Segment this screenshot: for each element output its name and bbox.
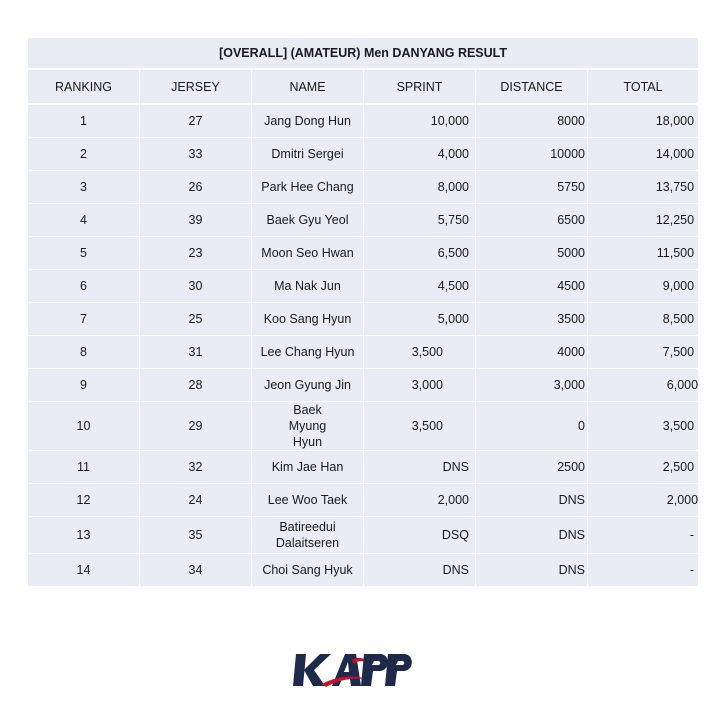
cell-total: 3,500 bbox=[588, 401, 699, 450]
cell-name: Lee Chang Hyun bbox=[252, 335, 364, 368]
cell-name: Lee Woo Taek bbox=[252, 483, 364, 516]
cell-distance: DNS bbox=[476, 553, 588, 586]
cell-name: Koo Sang Hyun bbox=[252, 302, 364, 335]
cell-name: Batireedui Dalaitseren bbox=[252, 516, 364, 553]
cell-jersey: 31 bbox=[140, 335, 252, 368]
cell-distance: 5000 bbox=[476, 236, 588, 269]
cell-jersey: 35 bbox=[140, 516, 252, 553]
table-row bbox=[28, 516, 699, 553]
cell-total: 9,000 bbox=[588, 269, 699, 302]
table-row bbox=[28, 236, 699, 269]
cell-name: Baek Myung Hyun bbox=[252, 401, 364, 450]
cell-name: Choi Sang Hyuk bbox=[252, 553, 364, 586]
table-row bbox=[28, 401, 699, 450]
cell-name: Baek Gyu Yeol bbox=[252, 203, 364, 236]
cell-ranking: 8 bbox=[28, 335, 140, 368]
table-title: [OVERALL] (AMATEUR) Men DANYANG RESULT bbox=[28, 38, 699, 69]
cell-ranking: 1 bbox=[28, 104, 140, 137]
cell-distance: 2500 bbox=[476, 450, 588, 483]
cell-jersey: 24 bbox=[140, 483, 252, 516]
cell-total: 13,750 bbox=[588, 170, 699, 203]
header-name: NAME bbox=[252, 69, 364, 104]
cell-distance: 5750 bbox=[476, 170, 588, 203]
cell-jersey: 25 bbox=[140, 302, 252, 335]
cell-distance: DNS bbox=[476, 516, 588, 553]
cell-sprint: 6,500 bbox=[364, 236, 476, 269]
cell-distance: DNS bbox=[476, 483, 588, 516]
cell-total: 2,500 bbox=[588, 450, 699, 483]
cell-distance: 10000 bbox=[476, 137, 588, 170]
cell-sprint: 4,500 bbox=[364, 269, 476, 302]
cell-sprint: 3,000 bbox=[364, 368, 476, 401]
cell-jersey: 32 bbox=[140, 450, 252, 483]
cell-jersey: 23 bbox=[140, 236, 252, 269]
cell-sprint: 10,000 bbox=[364, 104, 476, 137]
cell-sprint: DNS bbox=[364, 553, 476, 586]
cell-ranking: 14 bbox=[28, 553, 140, 586]
cell-sprint: 3,500 bbox=[364, 401, 476, 450]
table-row bbox=[28, 269, 699, 302]
table-row bbox=[28, 450, 699, 483]
kapp-logo bbox=[292, 646, 416, 694]
table-row bbox=[28, 104, 699, 137]
cell-name: Jeon Gyung Jin bbox=[252, 368, 364, 401]
cell-ranking: 7 bbox=[28, 302, 140, 335]
cell-jersey: 33 bbox=[140, 137, 252, 170]
table-row bbox=[28, 302, 699, 335]
cell-distance: 6500 bbox=[476, 203, 588, 236]
cell-total: 7,500 bbox=[588, 335, 699, 368]
table-row bbox=[28, 137, 699, 170]
cell-jersey: 28 bbox=[140, 368, 252, 401]
cell-jersey: 30 bbox=[140, 269, 252, 302]
table-row bbox=[28, 335, 699, 368]
cell-ranking: 9 bbox=[28, 368, 140, 401]
cell-total: - bbox=[588, 516, 699, 553]
cell-distance: 4000 bbox=[476, 335, 588, 368]
cell-distance: 3,000 bbox=[476, 368, 588, 401]
cell-ranking: 4 bbox=[28, 203, 140, 236]
cell-sprint: DNS bbox=[364, 450, 476, 483]
cell-name: Park Hee Chang bbox=[252, 170, 364, 203]
cell-sprint: 5,000 bbox=[364, 302, 476, 335]
cell-name: Ma Nak Jun bbox=[252, 269, 364, 302]
cell-name: Jang Dong Hun bbox=[252, 104, 364, 137]
cell-total: 6,000 bbox=[588, 368, 699, 401]
header-row bbox=[28, 69, 699, 104]
cell-name: Dmitri Sergei bbox=[252, 137, 364, 170]
cell-name: Moon Seo Hwan bbox=[252, 236, 364, 269]
cell-sprint: DSQ bbox=[364, 516, 476, 553]
cell-ranking: 3 bbox=[28, 170, 140, 203]
cell-total: - bbox=[588, 553, 699, 586]
cell-ranking: 11 bbox=[28, 450, 140, 483]
header-total: TOTAL bbox=[588, 69, 699, 104]
header-jersey: JERSEY bbox=[140, 69, 252, 104]
cell-total: 11,500 bbox=[588, 236, 699, 269]
header-distance: DISTANCE bbox=[476, 69, 588, 104]
cell-sprint: 4,000 bbox=[364, 137, 476, 170]
results-table bbox=[27, 38, 699, 587]
table-row bbox=[28, 553, 699, 586]
cell-sprint: 3,500 bbox=[364, 335, 476, 368]
table-row bbox=[28, 368, 699, 401]
cell-jersey: 29 bbox=[140, 401, 252, 450]
cell-total: 12,250 bbox=[588, 203, 699, 236]
cell-sprint: 8,000 bbox=[364, 170, 476, 203]
header-ranking: RANKING bbox=[28, 69, 140, 104]
table-row bbox=[28, 203, 699, 236]
cell-total: 8,500 bbox=[588, 302, 699, 335]
cell-jersey: 26 bbox=[140, 170, 252, 203]
cell-total: 2,000 bbox=[588, 483, 699, 516]
table-row bbox=[28, 170, 699, 203]
cell-jersey: 39 bbox=[140, 203, 252, 236]
cell-total: 14,000 bbox=[588, 137, 699, 170]
kapp-logo-mark bbox=[293, 654, 412, 687]
cell-jersey: 27 bbox=[140, 104, 252, 137]
cell-name: Kim Jae Han bbox=[252, 450, 364, 483]
cell-distance: 3500 bbox=[476, 302, 588, 335]
table-row bbox=[28, 483, 699, 516]
cell-total: 18,000 bbox=[588, 104, 699, 137]
cell-jersey: 34 bbox=[140, 553, 252, 586]
cell-ranking: 10 bbox=[28, 401, 140, 450]
cell-ranking: 6 bbox=[28, 269, 140, 302]
cell-sprint: 5,750 bbox=[364, 203, 476, 236]
cell-ranking: 5 bbox=[28, 236, 140, 269]
cell-sprint: 2,000 bbox=[364, 483, 476, 516]
cell-ranking: 13 bbox=[28, 516, 140, 553]
cell-distance: 4500 bbox=[476, 269, 588, 302]
cell-ranking: 12 bbox=[28, 483, 140, 516]
cell-ranking: 2 bbox=[28, 137, 140, 170]
cell-distance: 8000 bbox=[476, 104, 588, 137]
header-sprint: SPRINT bbox=[364, 69, 476, 104]
cell-distance: 0 bbox=[476, 401, 588, 450]
